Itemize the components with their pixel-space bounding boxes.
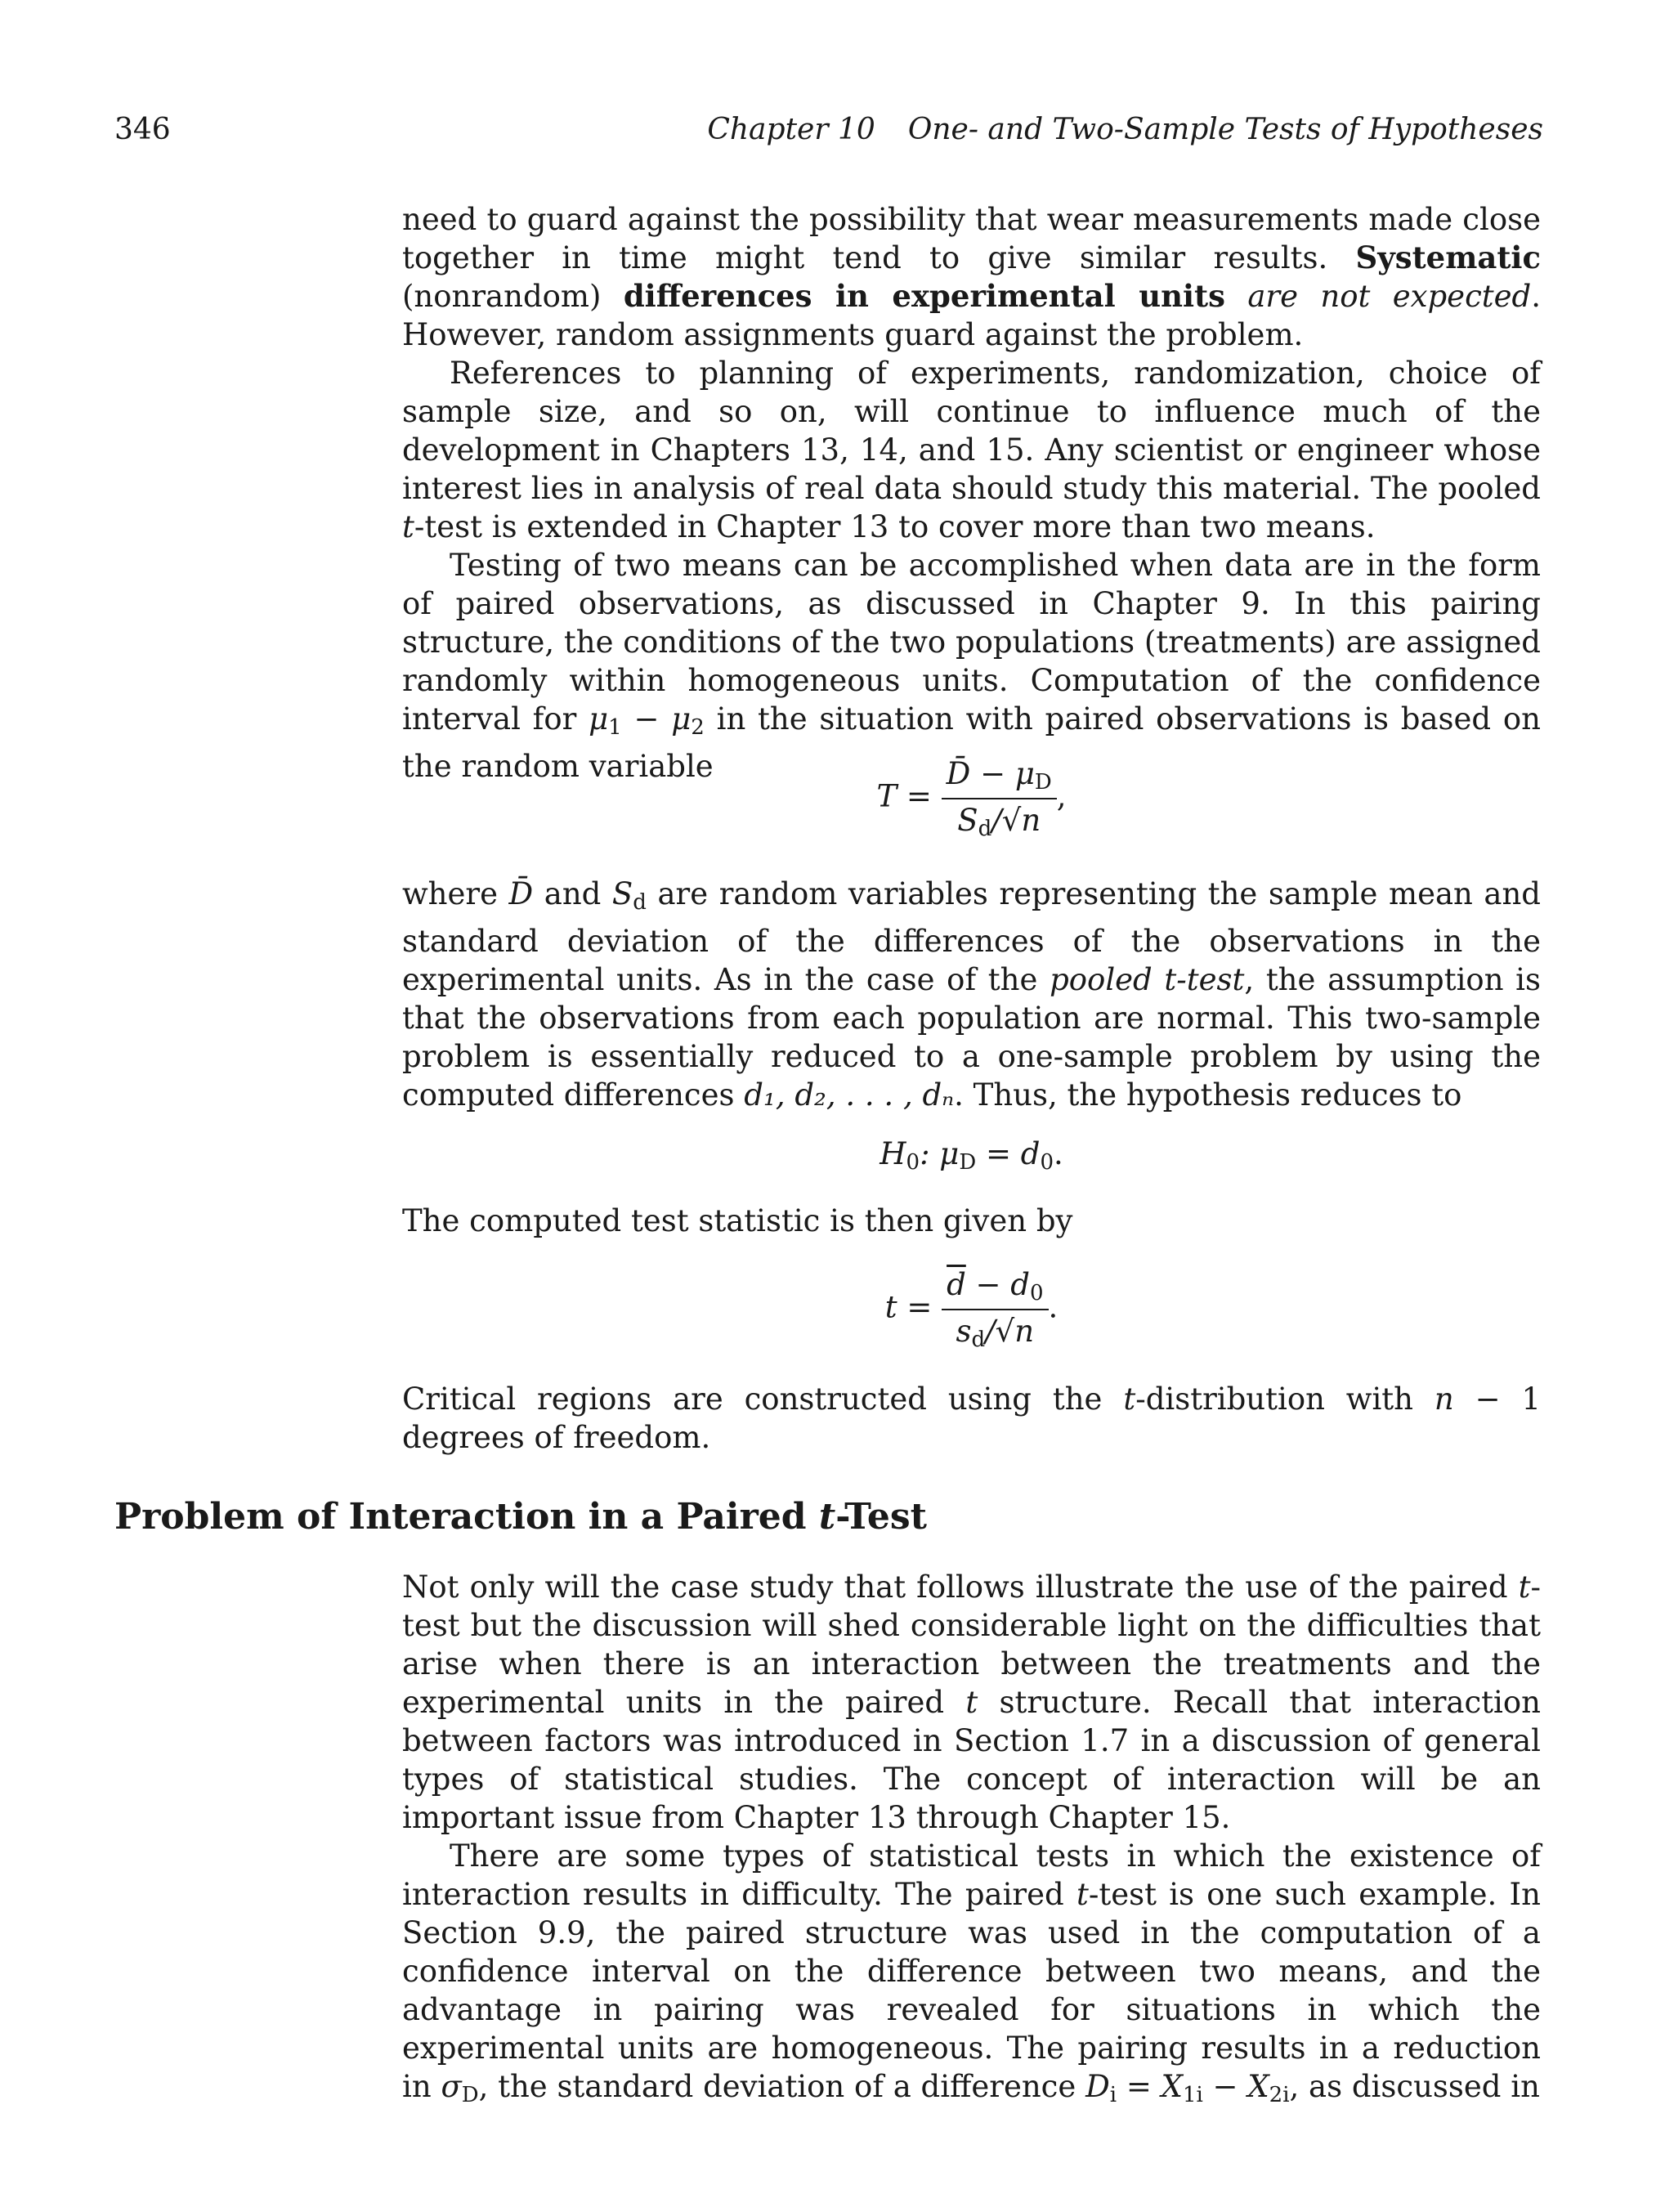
paragraph-3: Testing of two means can be accomplished when data are in the form of paired observations, as discussed in Chapter 9. In this pairing structure, the conditions of the two populations (treatments) are assigned randomly within homogeneous units. Computation of the confidence interval for $\mu_1 - \mu_2$ in the situation with paired observations is based on the random variable <box>402 548 1541 784</box>
paragraph-8: There are some types of statistical tests in which the existence of interaction results in difficulty. The paired t-test is one such example. In Section 9.9, the paired structure was used in the computation of a confidence interval on the difference between two means, and the advantage in pairing was revealed for situations in which the experimental units are homogeneous. The pairing results in a reduction in $\sigma_D$, the standard deviation of a difference $D_i = X_{1i} - X_{2i}$, as discussed in <box>402 1838 1542 2107</box>
paragraph-1: need to guard against the possibility that wear measurements made close together in time might tend to give similar results. Systematic (nonrandom) differences in experimental units are not expected. However, random assignments guard against the problem. <box>402 202 1542 352</box>
body-block-5 <box>402 1568 1541 2115</box>
body-block-1 <box>402 200 1541 786</box>
equation-hypothesis: $H_0$: $\mu_D = d_0$. <box>880 1136 1063 1175</box>
equation-t-statistic: T = $\frac{D̄ - \mu_D}{S_d/√n}$ , <box>876 756 1067 841</box>
fraction: $\frac{\overline{d} - d_0}{s_d/√n}$ <box>942 1267 1048 1352</box>
paragraph-2: References to planning of experiments, randomization, choice of sample size, and so on, will continue to influence much of the development in Chapters 13, 14, and 15. Any scientist or engineer whose interest lies in analysis of real data should study this material. The pooled t-test is extended in Chapter 13 to cover more than two means. <box>402 356 1541 544</box>
paragraph-7: Not only will the case study that follows illustrate the use of the paired t-test but the discussion will shed considerable light on the difficulties that arise when there is an interaction between the treatments and the experimental units in the paired t structure. Recall that interaction between factors was introduced in Section 1.7 in a discussion of general types of statistical studies. The concept of interaction will be an important issue from Chapter 13 through Chapter 15. <box>402 1569 1541 1835</box>
body-block-2 <box>402 875 1541 1114</box>
page-number: 346 <box>114 113 171 146</box>
equation-test-statistic: t = $\frac{\overline{d} - d_0}{s_d/√n}$ . <box>884 1267 1059 1352</box>
section-heading: Problem of Interaction in a Paired t-Test <box>114 1496 927 1538</box>
paragraph-5: The computed test statistic is then given by <box>402 1203 1073 1238</box>
chapter-heading: Chapter 10 One- and Two-Sample Tests of Hypotheses <box>707 113 1543 146</box>
running-head <box>114 113 1543 154</box>
body-block-4 <box>402 1380 1541 1457</box>
fraction: $\frac{D̄ - \mu_D}{S_d/√n}$ <box>942 756 1057 841</box>
paragraph-6: Critical regions are constructed using the t-distribution with n − 1 degrees of freedom. <box>402 1381 1541 1455</box>
body-block-3 <box>402 1202 1541 1240</box>
paragraph-4: where D̄ and $S_d$ are random variables representing the sample mean and standard deviation of the differences of the observations in the experimental units. As in the case of the pooled t-test, the assumption is that the observations from each population are normal. This two-sample problem is essentially reduced to a one-sample problem by using the computed differences d₁, d₂, . . . , dₙ. Thus, the hypothesis reduces to <box>402 876 1542 1113</box>
